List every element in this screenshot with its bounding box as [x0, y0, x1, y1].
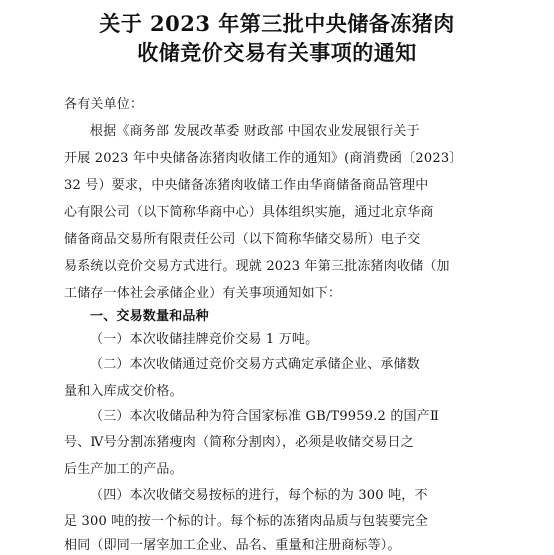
- document-title-line-2: 收储竞价交易有关事项的通知: [137, 40, 417, 65]
- body-line: 易系统以竞价交易方式进行。现就 2023 年第三批冻猪肉收储（加: [64, 259, 450, 274]
- body-line: （三）本次收储品种为符合国家标准 GB/T9959.2 的国产Ⅱ: [90, 409, 439, 424]
- body-line: 后生产加工的产品。: [64, 462, 183, 477]
- body-line: 心有限公司（以下简称华商中心）具体组织实施，通过北京华商: [64, 205, 434, 220]
- document-title-line-1: 关于 2023 年第三批中央储备冻猪肉: [99, 11, 455, 36]
- body-line: （一）本次收储挂牌竞价交易 1 万吨。: [90, 332, 319, 347]
- body-line: 足 300 吨的按一个标的计。每个标的冻猪肉品质与包装要完全: [64, 514, 429, 529]
- salutation: 各有关单位：: [64, 97, 144, 112]
- body-line: 量和入库成交价格。: [64, 384, 183, 399]
- body-line: （四）本次收储交易按标的进行，每个标的为 300 吨，不: [90, 488, 428, 503]
- body-line: 根据《商务部 发展改革委 财政部 中国农业发展银行关于: [90, 124, 420, 139]
- section-heading: 一、交易数量和品种: [90, 309, 209, 324]
- body-line: 号、Ⅳ号分割冻猪瘦肉（简称分割肉），必须是收储交易日之: [64, 435, 414, 450]
- body-line: 开展 2023 年中央储备冻猪肉收储工作的通知》(商消费函〔2023〕: [64, 151, 463, 166]
- body-line: （二）本次收储通过竞价交易方式确定承储企业、承储数: [90, 357, 421, 372]
- body-line: 32 号）要求，中央储备冻猪肉收储工作由华商储备商品管理中: [64, 178, 429, 193]
- body-line: 相同（即同一屠宰加工企业、品名、重量和注册商标等）。: [64, 538, 401, 553]
- body-line: 储备商品交易所有限责任公司（以下简称华储交易所）电子交: [64, 232, 421, 247]
- body-line: 工储存一体社会承储企业）有关事项通知如下：: [64, 286, 342, 301]
